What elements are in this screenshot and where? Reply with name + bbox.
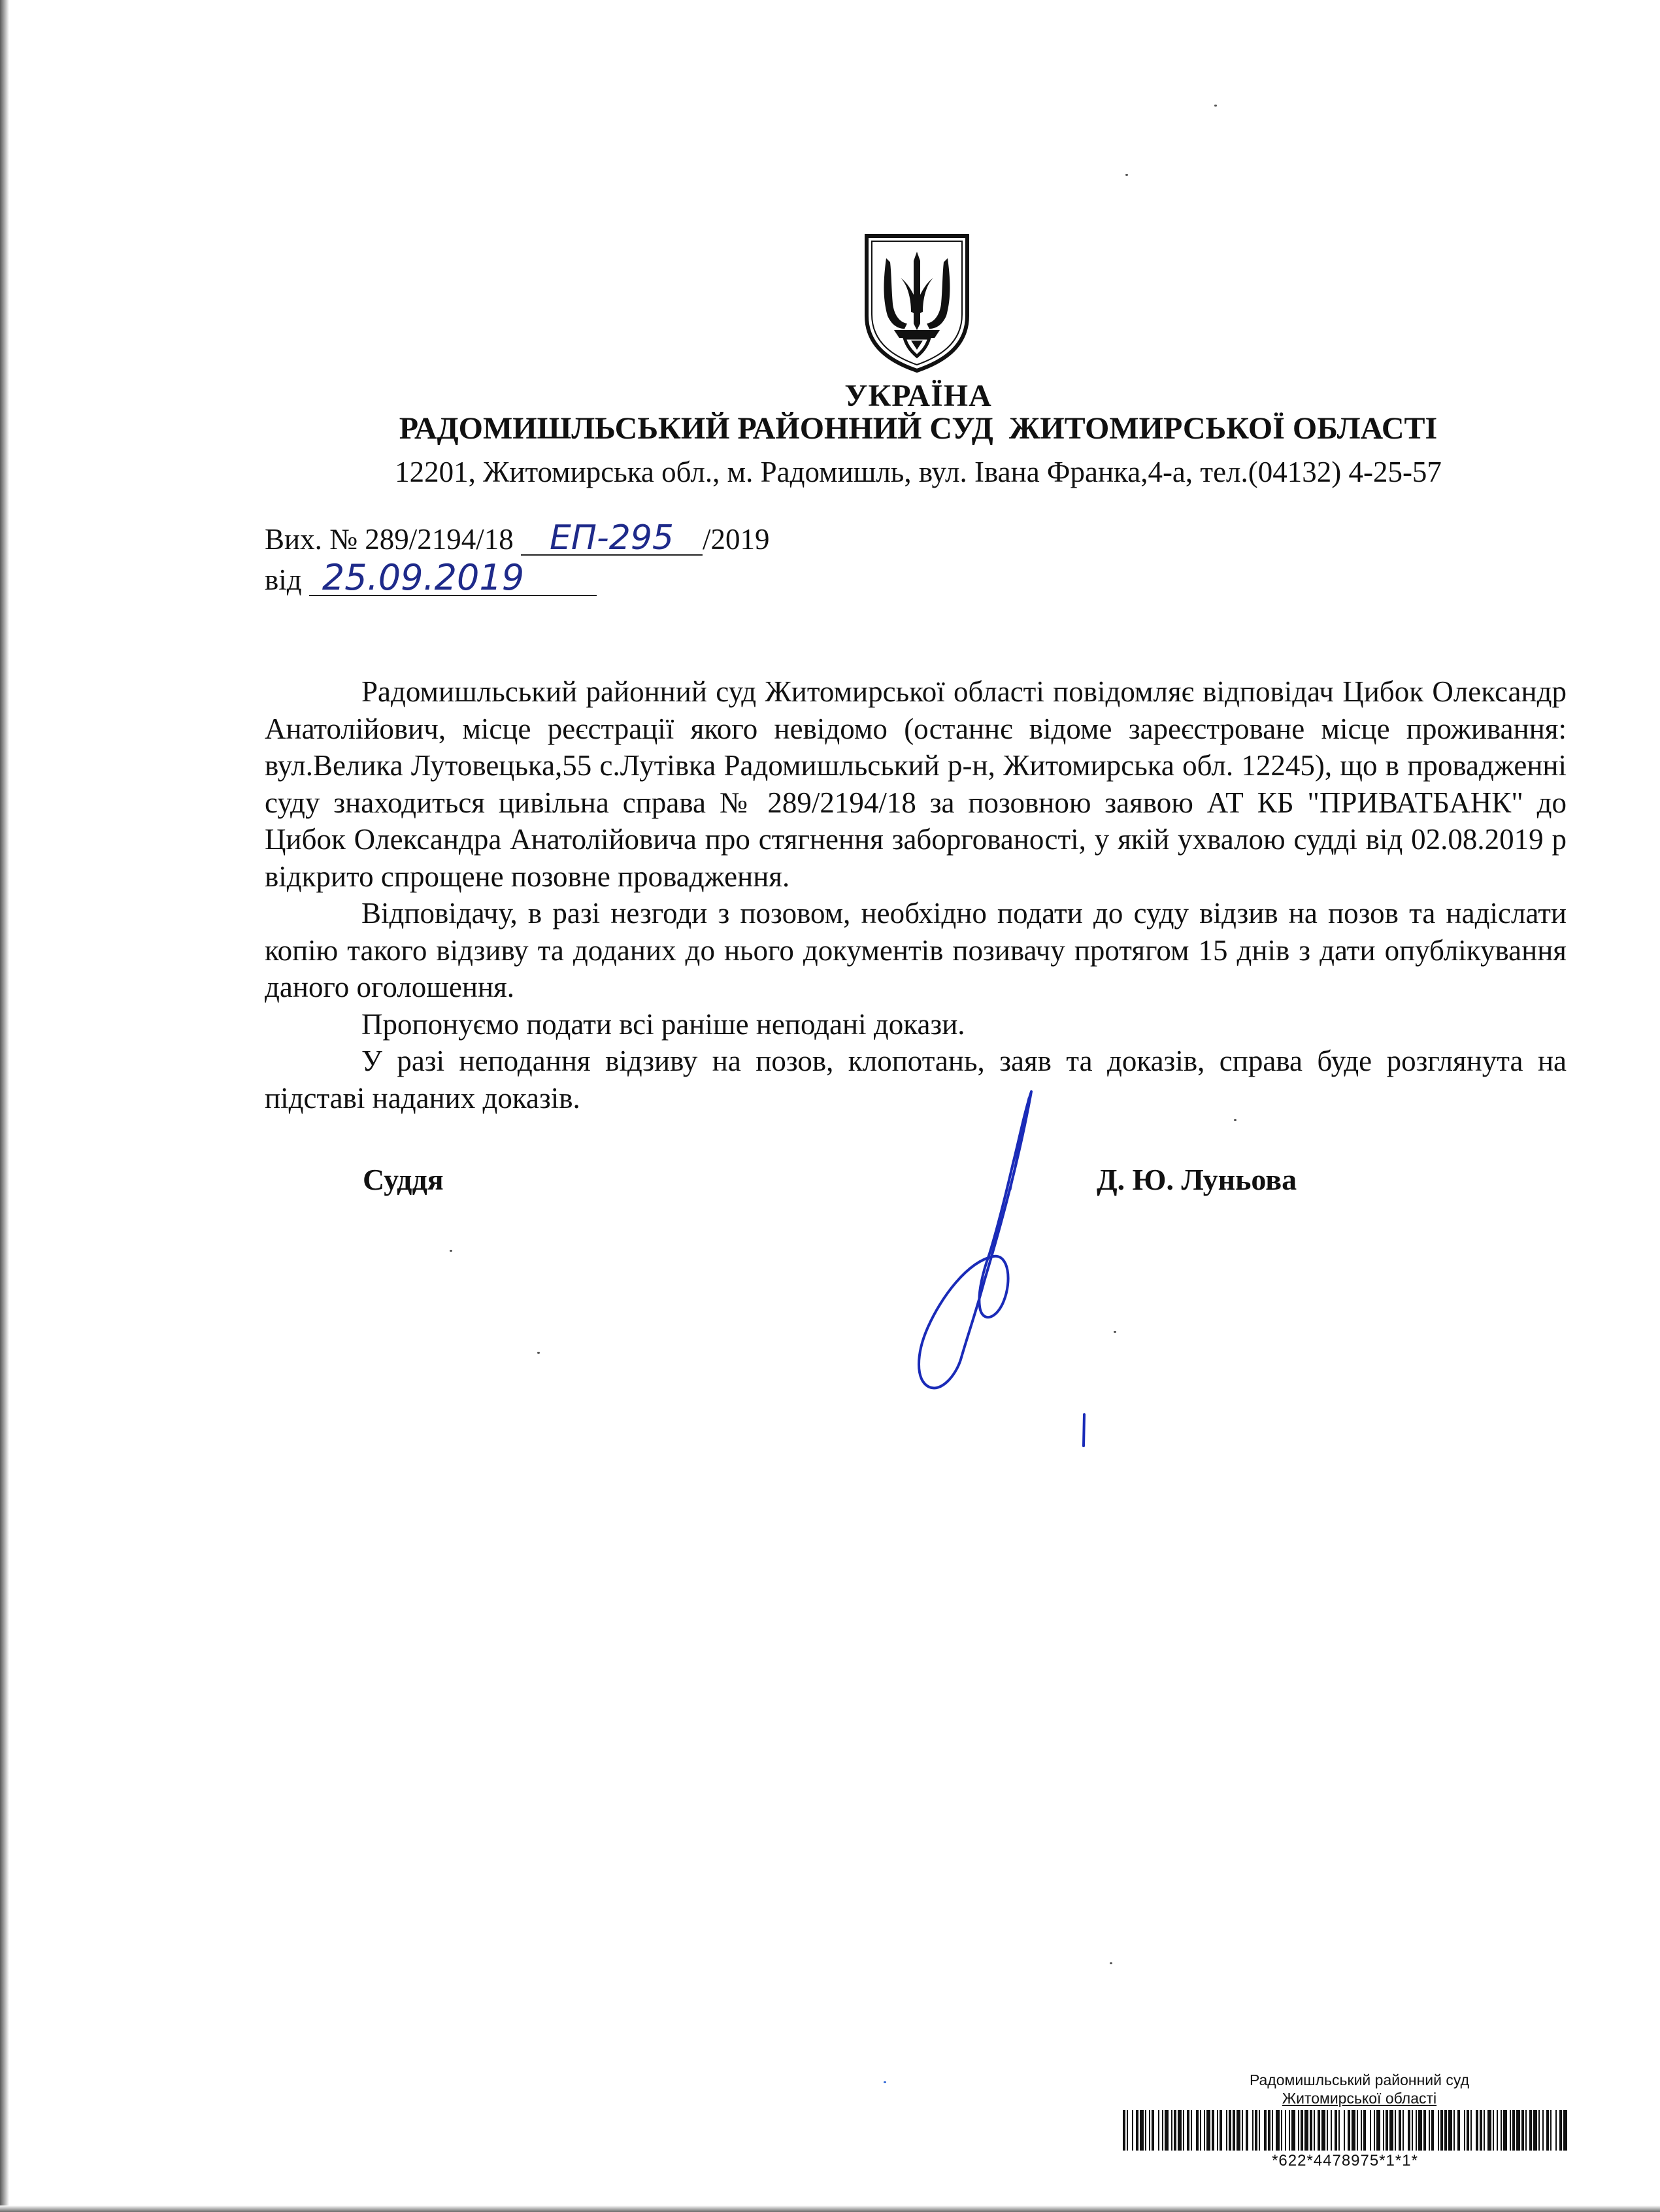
barcode-bar (1187, 2110, 1189, 2151)
court-address: 12201, Житомирська обл., м. Радомишль, вул. Івана Франка,4-а, тел.(04132) 4-25-57 (395, 456, 1442, 488)
barcode-bar (1412, 2110, 1413, 2151)
barcode-bar (1440, 2110, 1443, 2151)
barcode-bar (1457, 2110, 1460, 2151)
barcode-bar (1370, 2110, 1371, 2151)
barcode-bar (1259, 2110, 1260, 2151)
barcode-bar (1538, 2110, 1540, 2151)
barcode-bar (1331, 2110, 1332, 2151)
barcode-bar (1493, 2110, 1494, 2151)
scan-left-edge (0, 0, 9, 2212)
barcode-bar (1178, 2110, 1182, 2151)
barcode-bar (1376, 2110, 1380, 2151)
barcode-bar (1338, 2110, 1340, 2151)
barcode-bar (1470, 2110, 1472, 2151)
barcode-bar (1264, 2110, 1267, 2151)
barcode-bar (1408, 2110, 1410, 2151)
barcode-bar (1321, 2110, 1325, 2151)
barcode-bar (1418, 2110, 1422, 2151)
barcode-bar (1533, 2110, 1537, 2151)
barcode-bar (1542, 2110, 1544, 2151)
barcode-bar (1301, 2110, 1303, 2151)
barcode-bar (1327, 2110, 1328, 2151)
barcode-bar (1525, 2110, 1527, 2151)
barcode-bar (1226, 2110, 1227, 2151)
barcode-bar (1158, 2110, 1159, 2151)
barcode-bar (1291, 2110, 1295, 2151)
barcode-bar (1429, 2110, 1430, 2151)
barcode-bar (1335, 2110, 1337, 2151)
barcode-bar (1268, 2110, 1270, 2151)
barcode-bar (1363, 2110, 1366, 2151)
scan-bottom-edge (0, 2205, 1660, 2212)
stamp-court-line1: Радомишльський районний суд (1249, 2071, 1470, 2088)
scan-speck (1114, 1331, 1116, 1333)
barcode-bar (1174, 2110, 1176, 2151)
barcode-bar (1246, 2110, 1248, 2151)
judge-role: Суддя (363, 1163, 444, 1196)
barcode-bar (1162, 2110, 1163, 2151)
barcode-bar (1555, 2110, 1557, 2151)
barcode-bar (1516, 2110, 1520, 2151)
barcode-bar (1255, 2110, 1257, 2151)
barcode-bar (1289, 2110, 1290, 2151)
barcode-bar (1200, 2110, 1201, 2151)
ink-mark (1080, 1412, 1089, 1449)
barcode-bar (1272, 2110, 1273, 2151)
outgoing-number-line (265, 518, 770, 558)
barcode-bar (1344, 2110, 1345, 2151)
barcode-bar (1476, 2110, 1478, 2151)
coat-of-arms-icon (861, 232, 972, 373)
barcode-bar (1171, 2110, 1172, 2151)
scan-speck (537, 1352, 540, 1354)
barcode-bar (1285, 2110, 1286, 2151)
barcode-bar (1512, 2110, 1515, 2151)
barcode-bar (1220, 2110, 1222, 2151)
barcode-bar (1374, 2110, 1375, 2151)
barcode-bar (1127, 2110, 1128, 2151)
barcode-bar (1242, 2110, 1243, 2151)
barcode-bar (1318, 2110, 1320, 2151)
barcode-bar (1361, 2110, 1362, 2151)
barcode-bar (1229, 2110, 1231, 2151)
barcode-bar (1521, 2110, 1524, 2151)
barcode-bar (1386, 2110, 1388, 2151)
registration-stamp-court (1124, 2071, 1595, 2107)
barcode-bar (1298, 2110, 1299, 2151)
barcode-bar (1314, 2110, 1315, 2151)
scan-speck (1110, 1962, 1112, 1964)
barcode-bar (1132, 2110, 1133, 2151)
barcode-bar (1563, 2110, 1567, 2151)
barcode-bar (1149, 2110, 1150, 2151)
barcode-bar (1196, 2110, 1199, 2151)
handwritten-signature (869, 1085, 1065, 1399)
notice-paragraph: Відповідачу, в разі незгоди з позовом, необхідно подати до суду відзив на позов та надіслати копію такого відзиву та доданих до нього документів позивачу протягом 15 днів з дати опублікування даного оголошення. (265, 897, 1567, 1003)
barcode-bar (1212, 2110, 1214, 2151)
court-name: РАДОМИШЛЬСЬКИЙ РАЙОННИЙ СУД ЖИТОМИРСЬКОЇ ОБЛАСТІ (399, 411, 1438, 446)
barcode-bar (1403, 2110, 1404, 2151)
handwritten-outgoing-number: ЕП-295 (521, 522, 703, 556)
barcode-bar (1399, 2110, 1401, 2151)
barcode (1123, 2110, 1567, 2151)
barcode-bar (1145, 2110, 1146, 2151)
barcode-number: *622*4478975*1*1* (1272, 2152, 1418, 2170)
barcode-bar (1352, 2110, 1355, 2151)
barcode-bar (1191, 2110, 1192, 2151)
scan-speck (1234, 1119, 1237, 1121)
barcode-bar (1416, 2110, 1417, 2151)
notice-paragraph: Радомишльський районний суд Житомирської області повідомляє відповідач Цибок Олександр Анатолійович, місце реєстрації якого невідомо (останнє відоме зареєстроване місце проживання: вул.Велика Лутовецька,55 с.Лутівка Радомишльський р-н, Житомирська обл. 12245), що в провадженні суду знаходиться цивільна справа № 289/2194/18 за позовною заявою АТ КБ "ПРИВАТБАНК" до Цибок Олександра Анатолійовича про стягнення заборгованості, у якій ухвалою судді від 02.08.2019 р відкрито спрощене позовне провадження. (265, 675, 1567, 893)
barcode-bar (1395, 2110, 1396, 2151)
barcode-bar (1233, 2110, 1235, 2151)
barcode-bar (1431, 2110, 1434, 2151)
barcode-bar (1348, 2110, 1350, 2151)
barcode-bar (1310, 2110, 1312, 2151)
barcode-bar (1217, 2110, 1218, 2151)
barcode-bar (1204, 2110, 1205, 2151)
date-label: від (265, 563, 302, 596)
barcode-bar (1237, 2110, 1240, 2151)
barcode-bar (1487, 2110, 1491, 2151)
outgoing-year-suffix: /2019 (703, 523, 770, 556)
barcode-bar (1183, 2110, 1184, 2151)
barcode-bar (1206, 2110, 1210, 2151)
barcode-bar (1389, 2110, 1393, 2151)
barcode-bar (1165, 2110, 1169, 2151)
outgoing-number-label: Вих. № 289/2194/18 (265, 523, 514, 556)
handwritten-date: 25.09.2019 (309, 561, 597, 596)
scan-speck (884, 2081, 886, 2083)
barcode-bar (1550, 2110, 1552, 2151)
barcode-bar (1448, 2110, 1452, 2151)
barcode-bar (1438, 2110, 1439, 2151)
barcode-bar (1252, 2110, 1253, 2151)
barcode-bar (1529, 2110, 1532, 2151)
barcode-bar (1497, 2110, 1498, 2151)
scan-speck (1125, 174, 1128, 176)
barcode-bar (1140, 2110, 1144, 2151)
notice-paragraph: У разі неподання відзиву на позов, клопотань, заяв та доказів, справа буде розглянута на підставі наданих доказів. (265, 1045, 1567, 1114)
barcode-bar (1304, 2110, 1308, 2151)
barcode-bar (1503, 2110, 1507, 2151)
barcode-bar (1423, 2110, 1426, 2151)
barcode-bar (1464, 2110, 1465, 2151)
barcode-bar (1152, 2110, 1154, 2151)
notice-paragraph: Пропонуємо подати всі раніше неподані докази. (361, 1007, 965, 1041)
barcode-bar (1501, 2110, 1502, 2151)
barcode-bar (1281, 2110, 1282, 2151)
barcode-bar (1467, 2110, 1469, 2151)
barcode-bar (1136, 2110, 1138, 2151)
outgoing-date-line (265, 557, 597, 598)
barcode-bar (1357, 2110, 1358, 2151)
stamp-court-line2: Житомирської області (1282, 2090, 1437, 2107)
barcode-bar (1510, 2110, 1511, 2151)
barcode-bar (1383, 2110, 1384, 2151)
barcode-bar (1123, 2110, 1125, 2151)
notice-body (265, 673, 1567, 1116)
judge-name: Д. Ю. Луньова (1097, 1163, 1297, 1196)
barcode-bar (1546, 2110, 1549, 2151)
barcode-bar (1559, 2110, 1562, 2151)
barcode-bar (1453, 2110, 1455, 2151)
barcode-bar (1480, 2110, 1482, 2151)
country-title: УКРАЇНА (844, 378, 992, 413)
barcode-bar (1444, 2110, 1447, 2151)
scan-speck (450, 1250, 452, 1252)
scan-speck (1214, 105, 1217, 107)
barcode-bar (1484, 2110, 1485, 2151)
barcode-bar (1276, 2110, 1280, 2151)
